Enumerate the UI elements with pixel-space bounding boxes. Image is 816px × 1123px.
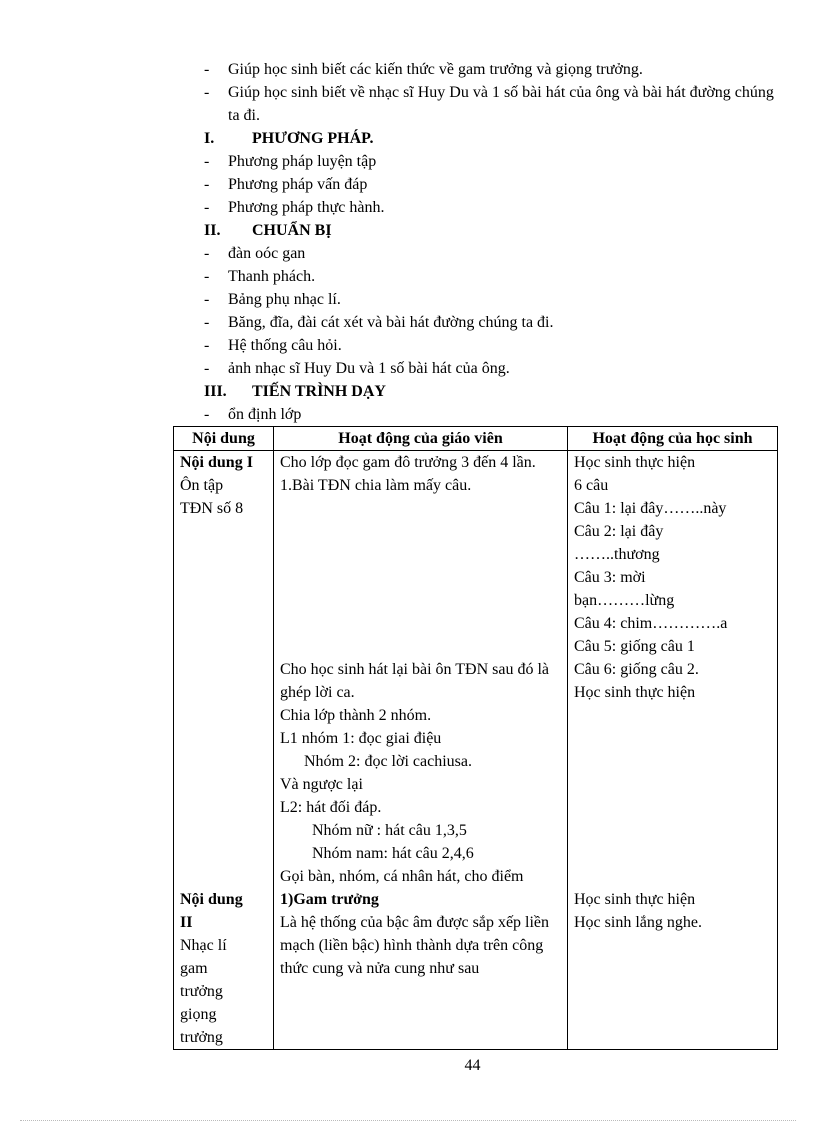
- cell-line: Câu 4: chim………….a: [574, 615, 728, 632]
- cell-line: TĐN số 8: [180, 500, 244, 517]
- table-header-row: [174, 427, 778, 451]
- lesson-outline: [204, 58, 784, 426]
- student-cell: [568, 451, 778, 1050]
- lesson-table: [173, 426, 778, 1050]
- cell-line: Học sinh thực hiện: [574, 891, 696, 908]
- objective-item: - Giúp học sinh biết các kiến thức về gam trưởng và giọng trưởng.: [204, 61, 643, 78]
- list-item: - Phương pháp thực hành.: [204, 199, 385, 216]
- list-item: - đàn oóc gan: [204, 245, 306, 262]
- cell-line: 1.Bài TĐN chia làm mấy câu.: [280, 477, 472, 494]
- list-item: - Băng, đĩa, đài cát xét và bài hát đường chúng ta đi.: [204, 314, 554, 331]
- cell-line: Học sinh thực hiện: [574, 454, 696, 471]
- section-title: Nội dung: [180, 891, 243, 908]
- page-number: 44: [464, 1057, 481, 1074]
- section-heading: III. TIẾN TRÌNH DẠY: [204, 383, 386, 400]
- list-item: - ảnh nhạc sĩ Huy Du và 1 số bài hát của ông.: [204, 360, 510, 377]
- cell-line: 6 câu: [574, 477, 609, 494]
- cell-line: Học sinh thực hiện: [574, 684, 696, 701]
- cell-line: Và ngược lại: [280, 776, 363, 793]
- cell-line: Ôn tập: [180, 477, 224, 494]
- cell-line: ……..thương: [574, 546, 660, 563]
- cell-line: Là hệ thống của bậc âm được sắp xếp liền mạch (liền bậc) hình thành dựa trên công thức cung và nửa cung như sau: [280, 914, 550, 977]
- section-title: Nội dung I: [180, 454, 253, 471]
- header-teacher: Hoạt động của giáo viên: [274, 427, 568, 451]
- cell-line: Học sinh lắng nghe.: [574, 914, 702, 931]
- cell-line: bạn………lừng: [574, 592, 675, 609]
- header-student: Hoạt động của học sinh: [568, 427, 778, 451]
- cell-line: Nhạc lí: [180, 937, 227, 954]
- cell-line: L1 nhóm 1: đọc giai điệu: [280, 730, 442, 747]
- list-item: - Thanh phách.: [204, 268, 316, 285]
- cell-line: trưởng: [180, 1029, 223, 1046]
- cell-line: Nhóm nữ : hát câu 1,3,5: [312, 822, 467, 839]
- cell-line: Cho học sinh hát lại bài ôn TĐN sau đó là ghép lời ca.: [280, 661, 549, 701]
- cell-line: gam: [180, 960, 208, 977]
- cell-line: L2: hát đối đáp.: [280, 799, 382, 816]
- list-item: - Phương pháp luyện tập: [204, 153, 377, 170]
- cell-line: trưởng: [180, 983, 223, 1000]
- table-row: [174, 451, 778, 1050]
- list-item: - Phương pháp vấn đáp: [204, 176, 368, 193]
- list-item: - Hệ thống câu hỏi.: [204, 337, 342, 354]
- page-divider: [20, 1120, 796, 1121]
- cell-line: Câu 1: lại đây……..này: [574, 500, 727, 517]
- teacher-cell: [274, 451, 568, 1050]
- list-item: - Bảng phụ nhạc lí.: [204, 291, 341, 308]
- cell-line: Nhóm 2: đọc lời cachiusa.: [304, 753, 472, 770]
- list-item: - ổn định lớp: [204, 406, 302, 423]
- cell-line: Câu 5: giống câu 1: [574, 638, 695, 655]
- cell-line: giọng: [180, 1006, 217, 1023]
- cell-line: Câu 2: lại đây: [574, 523, 664, 540]
- cell-line: Gọi bàn, nhóm, cá nhân hát, cho điểm: [280, 868, 524, 885]
- cell-line: Câu 3: mời: [574, 569, 646, 586]
- section-heading: I. PHƯƠNG PHÁP.: [204, 130, 374, 147]
- section-heading: II. CHUẨN BỊ: [204, 222, 332, 239]
- cell-line: Nhóm nam: hát câu 2,4,6: [312, 845, 474, 862]
- content-cell: [174, 451, 274, 1050]
- header-content: Nội dung: [174, 427, 274, 451]
- cell-line: Câu 6: giống câu 2.: [574, 661, 699, 678]
- objective-item: - Giúp học sinh biết về nhạc sĩ Huy Du và 1 số bài hát của ông và bài hát đường chúng ta đi.: [204, 84, 774, 124]
- cell-line: 1)Gam trưởng: [280, 891, 379, 908]
- cell-line: Chia lớp thành 2 nhóm.: [280, 707, 432, 724]
- section-title: II: [180, 914, 193, 931]
- cell-line: Cho lớp đọc gam đô trưởng 3 đến 4 lần.: [280, 454, 536, 471]
